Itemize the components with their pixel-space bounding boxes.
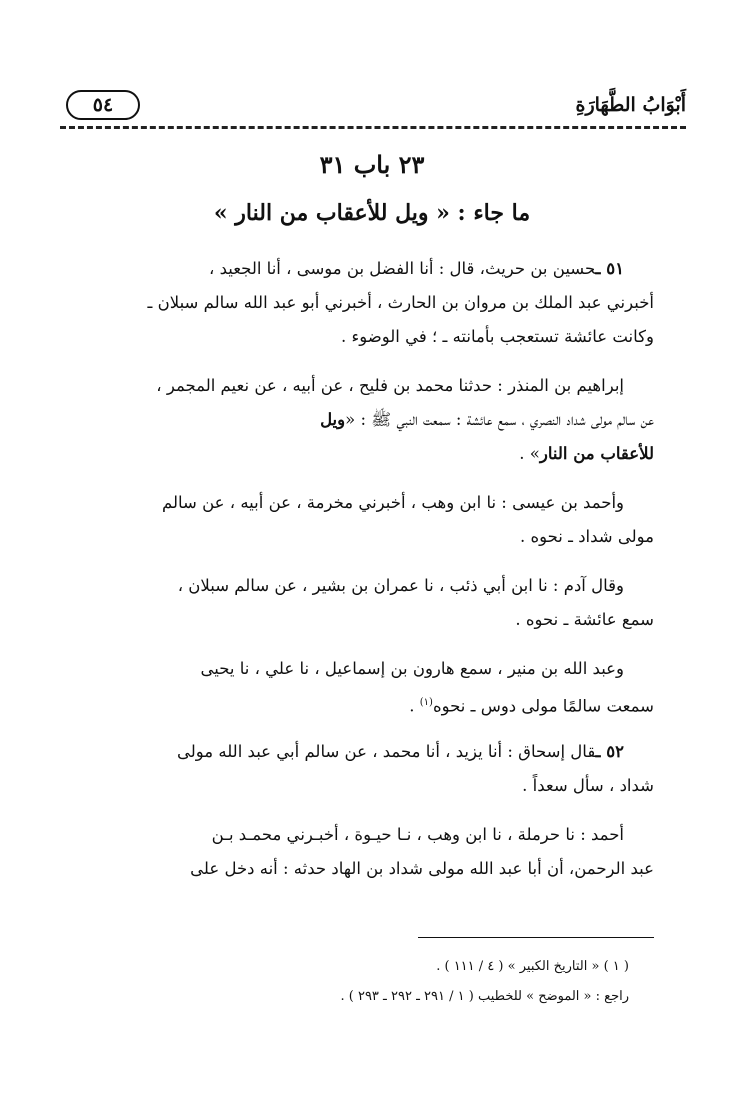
- text-line: سمع عائشة ـ نحوه .: [515, 610, 654, 629]
- hadith-paragraph: [90, 252, 654, 354]
- text-line: عبد الرحمن، أن أبا عبد الله مولى شداد بن الهاد حدثه : أنه دخل على: [190, 859, 654, 878]
- hadith-number: ٥١ ـ: [595, 259, 624, 278]
- text-line: وقال آدم : نا ابن أبي ذئب ، نا عمران بن بشير ، عن سالم سبلان ،: [177, 576, 624, 595]
- text-line: أخبرني عبد الملك بن مروان بن الحارث ، أخبرني أبو عبد الله سالم سبلان ـ: [147, 293, 654, 312]
- hadith-paragraph: [90, 818, 654, 886]
- footnotes: [89, 952, 629, 1012]
- text-line: للأعقاب من النار» .: [519, 444, 654, 463]
- running-title: أَبْوَابُ الطَّهَارَةِ: [575, 94, 686, 116]
- hadith-paragraph: [90, 486, 654, 554]
- hadith-paragraph: [90, 569, 654, 637]
- text-line: مولى شداد ـ نحوه .: [519, 527, 654, 546]
- footnote-ref[interactable]: (١): [419, 697, 433, 708]
- hadith-paragraph: [90, 369, 654, 471]
- page-number: ٥٤: [66, 90, 140, 120]
- text-line: ٥٢ ـقال إسحاق : أنا يزيد ، أنا محمد ، عن سالم أبي عبد الله مولى: [176, 742, 624, 761]
- hadith-text-bold: ويل: [320, 410, 346, 429]
- text-line: شداد ، سأل سعداً .: [522, 776, 654, 795]
- text-line: وكانت عائشة تستعجب بأمانته ـ ؛ في الوضوء .: [340, 327, 654, 346]
- hadith-number: ٥٢ ـ: [595, 742, 624, 761]
- text-line: إبراهيم بن المنذر : حدثنا محمد بن فليح ، عن أبيه ، عن نعيم المجمر ،: [156, 376, 624, 395]
- body-text: [90, 252, 654, 901]
- footnote-line: راجع : « الموضح » للخطيب ( ١ / ٢٩١ ـ ٢٩٢ ـ ٢٩٣ ) .: [340, 989, 629, 1004]
- chapter-title: ٢٣ باب ٣١: [319, 150, 425, 179]
- text-line: سمعت سالمًا مولى دوس ـ نحوه$^{(١)}$ .: [409, 696, 654, 716]
- hadith-paragraph: [90, 652, 654, 720]
- text-line: أحمد : نا حرملة ، نا ابن وهب ، نـا حيـوة ، أخبـرني محمـد بـن: [211, 825, 624, 844]
- text-line: ٥١ ـحسين بن حريث، قال : أنا الفضل بن موسى ، أنا الجعيد ،: [209, 259, 624, 278]
- header-rule: [60, 126, 686, 129]
- text-line: عن سالم مولى شداد النصري ، سمع عائشة : سمعت النبي ﷺ : «ويل: [320, 410, 654, 429]
- footnote-line: ( ١ ) « التاريخ الكبير » ( ٤ / ١١١ ) .: [436, 959, 629, 974]
- text-line: وأحمد بن عيسى : نا ابن وهب ، أخبرني مخرمة ، عن أبيه ، عن سالم: [162, 493, 624, 512]
- text-line: وعبد الله بن منير ، سمع هارون بن إسماعيل ، نا علي ، نا يحيى: [200, 659, 624, 678]
- running-header: [60, 88, 686, 132]
- chapter-subtitle: ما جاء : « ويل للأعقاب من النار »: [213, 200, 531, 226]
- footnote-rule: [418, 937, 654, 938]
- hadith-paragraph: [90, 735, 654, 803]
- hadith-text-bold: للأعقاب من النار: [539, 444, 654, 463]
